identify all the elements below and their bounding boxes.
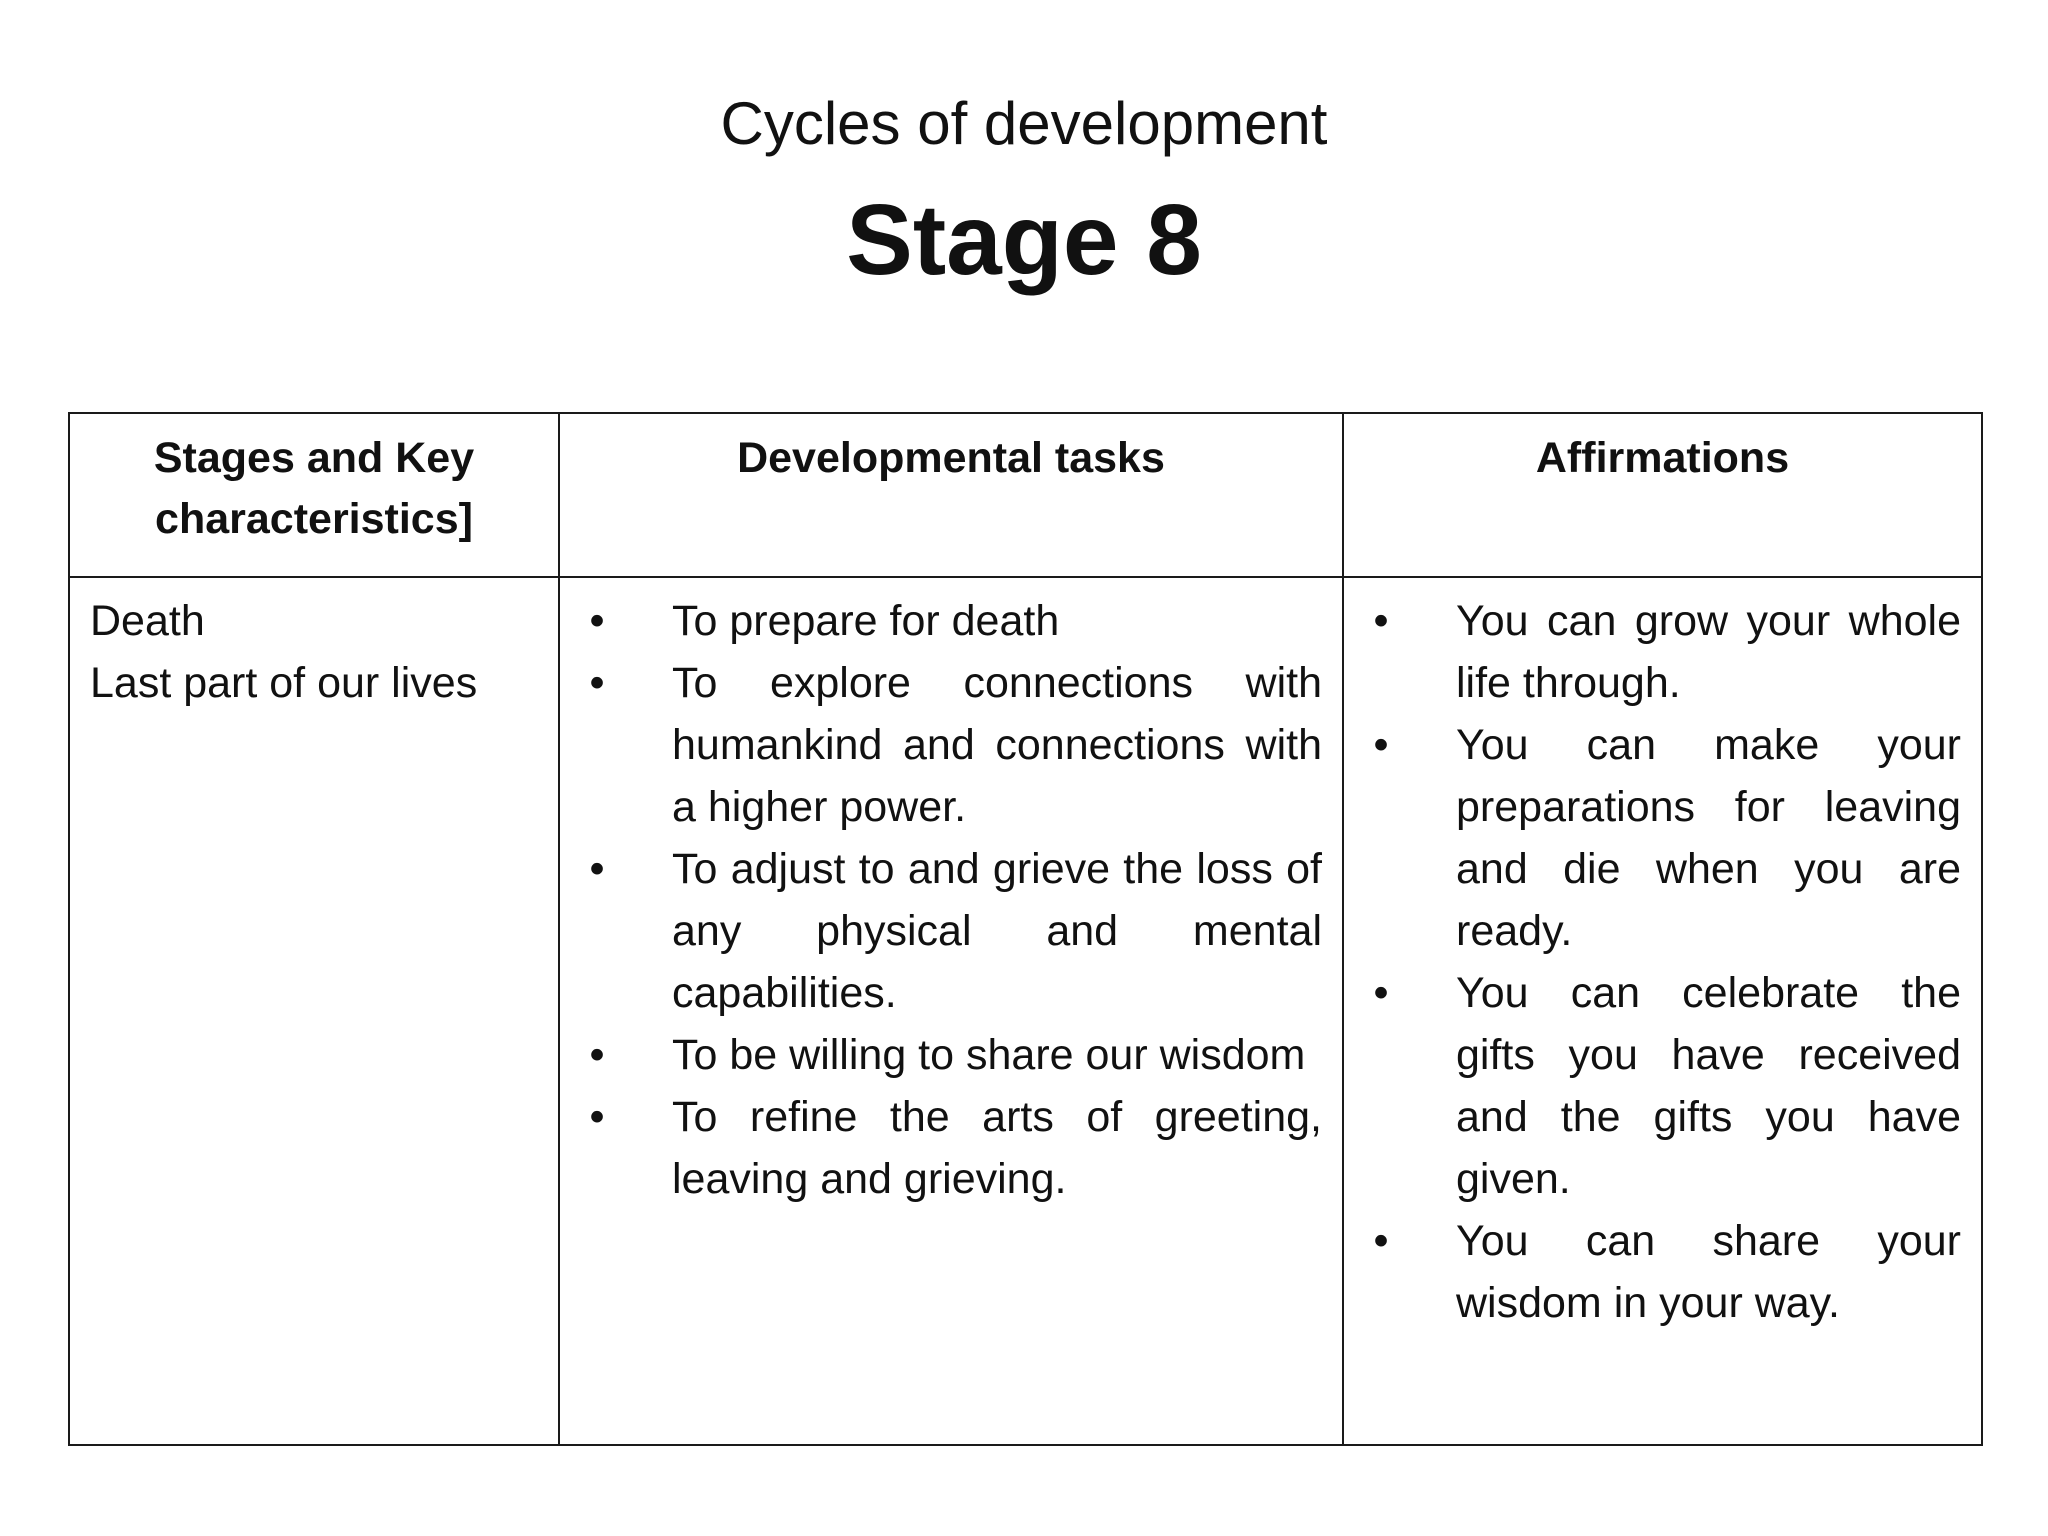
task-text: To adjust to and grieve the loss of any physical and mental capabilities.	[672, 845, 1322, 1017]
bullet-icon: •	[589, 1031, 605, 1079]
table-header-row	[69, 413, 1982, 577]
list-item	[580, 1024, 1322, 1086]
affirmation-text: You can make your preparations for leaving and die when you are ready.	[1456, 721, 1961, 955]
list-item	[580, 1086, 1322, 1210]
tasks-list	[580, 590, 1322, 1210]
stage-cell	[69, 577, 559, 1445]
list-item	[1364, 590, 1961, 714]
bullet-icon: •	[589, 659, 605, 707]
list-item	[580, 652, 1322, 838]
affirmation-text: You can celebrate the gifts you have received and the gifts you have given.	[1456, 969, 1961, 1203]
affirmation-text: You can grow your whole life through.	[1456, 597, 1961, 707]
tasks-cell	[559, 577, 1343, 1445]
affirmations-list	[1364, 590, 1961, 1334]
stage-table	[68, 412, 1983, 1446]
task-text: To refine the arts of greeting, leaving and grieving.	[672, 1093, 1322, 1203]
stage-name: Death	[90, 597, 205, 645]
header-developmental-tasks: Developmental tasks	[559, 413, 1343, 577]
slide-subtitle: Cycles of development	[720, 90, 1328, 157]
stage-characteristic: Last part of our lives	[90, 659, 478, 707]
task-text: To be willing to share our wisdom	[672, 1031, 1306, 1079]
list-item	[580, 838, 1322, 1024]
bullet-icon: •	[1373, 1217, 1389, 1265]
task-text: To explore connections with humankind and connections with a higher power.	[672, 659, 1322, 831]
affirmations-cell	[1343, 577, 1982, 1445]
bullet-icon: •	[1373, 597, 1389, 645]
affirmation-text: You can share your wisdom in your way.	[1456, 1217, 1961, 1327]
bullet-icon: •	[1373, 721, 1389, 769]
task-text: To prepare for death	[672, 597, 1060, 645]
list-item	[1364, 714, 1961, 962]
list-item	[1364, 962, 1961, 1210]
header-affirmations: Affirmations	[1343, 413, 1982, 577]
bullet-icon: •	[589, 1093, 605, 1141]
bullet-icon: •	[1373, 969, 1389, 1017]
header-stages: Stages and Key characteristics]	[69, 413, 559, 577]
list-item	[1364, 1210, 1961, 1334]
bullet-icon: •	[589, 845, 605, 893]
list-item	[580, 590, 1322, 652]
slide-title: Stage 8	[846, 184, 1202, 296]
bullet-icon: •	[589, 597, 605, 645]
table-row	[69, 577, 1982, 1445]
